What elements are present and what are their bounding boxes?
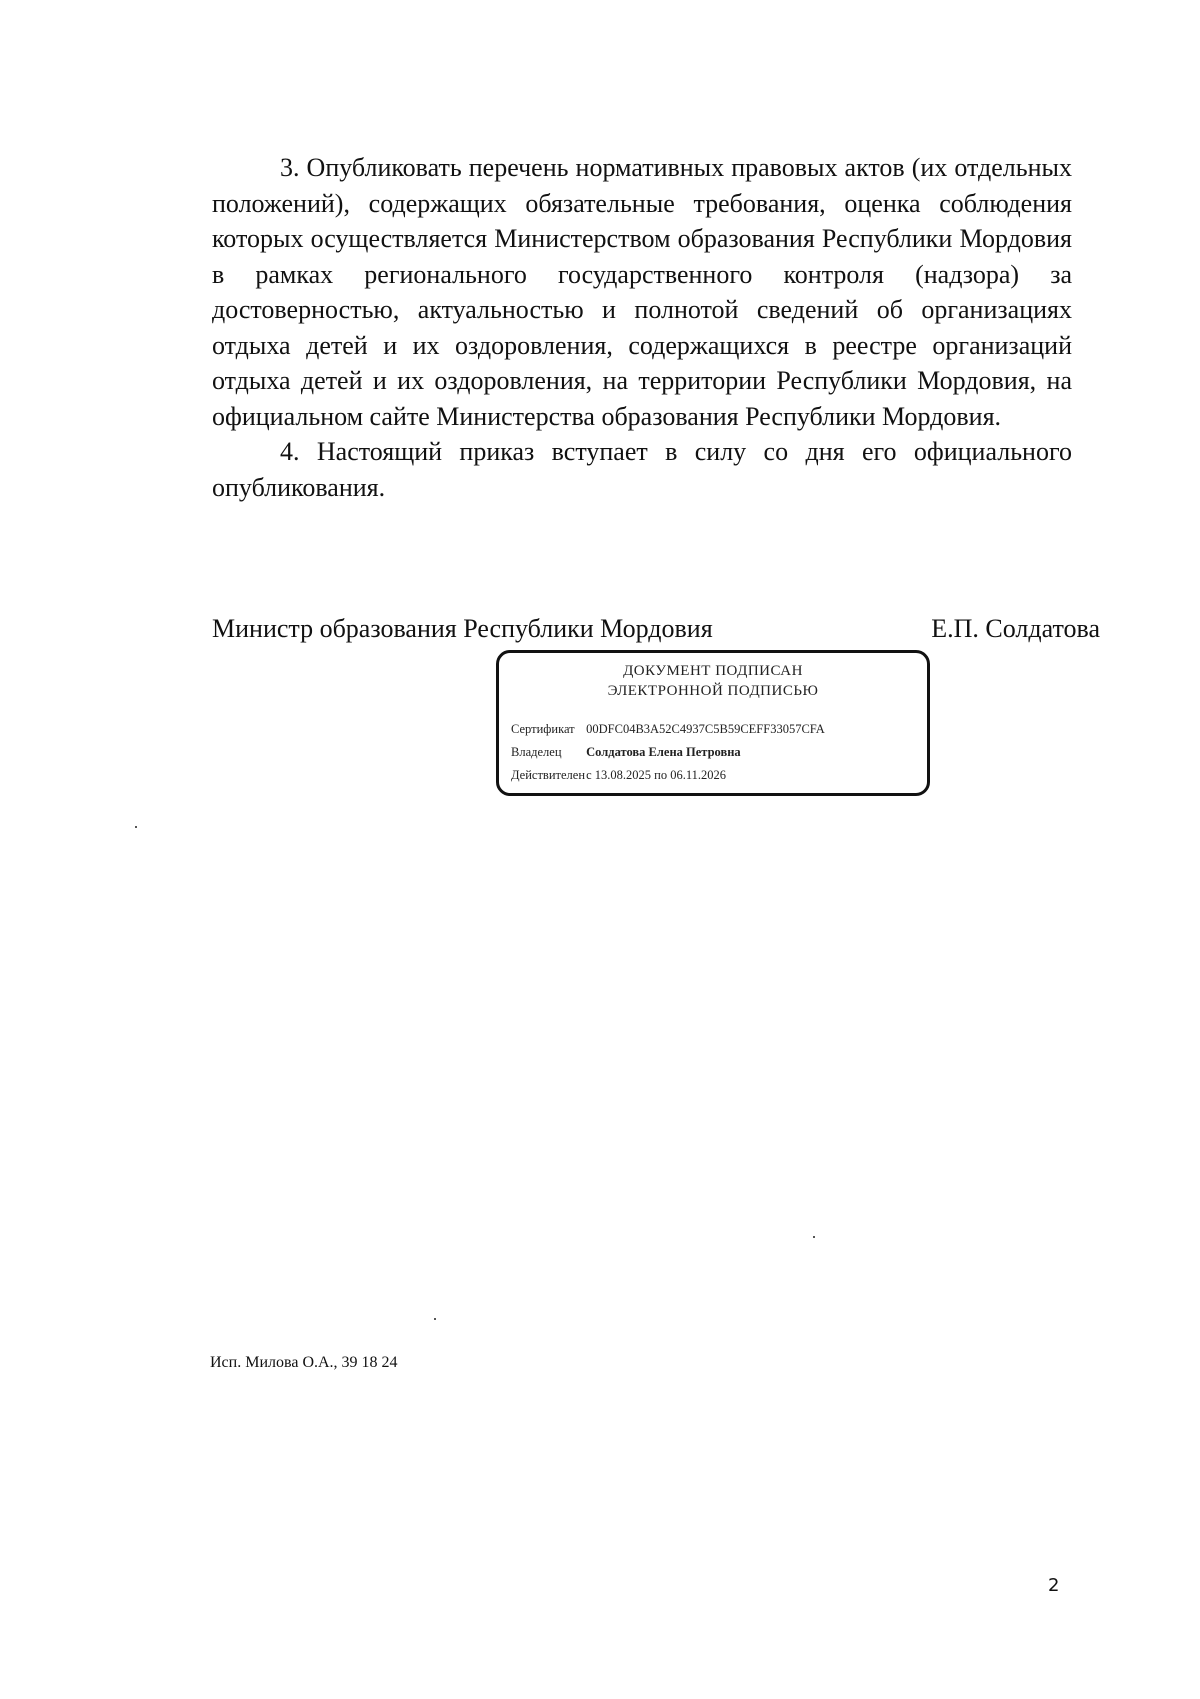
- paragraph-4: 4. Настоящий приказ вступает в силу со дня его официального опубликования.: [212, 437, 1072, 502]
- certificate-value: 00DFC04B3A52C4937C5B59CEFF33057CFA: [586, 722, 825, 736]
- stamp-validity-row: [511, 767, 726, 783]
- electronic-signature-stamp: [496, 650, 930, 796]
- scan-speck: [813, 1236, 815, 1238]
- validity-value: с 13.08.2025 по 06.11.2026: [586, 768, 727, 782]
- executor-note: Исп. Милова О.А., 39 18 24: [210, 1354, 398, 1371]
- paragraph-3: 3. Опубликовать перечень нормативных правовых актов (их отдельных положений), содержащих обязательные требования, оценка соблюдения которых осуществляется Министерством образования Республики Мордовия в рамках регионального государственного контроля (надзора) за достоверностью, актуальностью и полнотой сведений об организациях отдыха детей и их оздоровления, содержащихся в реестре организаций отдыха детей и их оздоровления, на территории Республики Мордовия, на официальном сайте Министерства образования Республики Мордовия.: [212, 153, 1072, 431]
- owner-label: Владелец: [511, 745, 562, 759]
- stamp-header: [499, 661, 927, 701]
- owner-value: Солдатова Елена Петровна: [586, 745, 741, 759]
- page-number: 2: [1048, 1575, 1060, 1596]
- certificate-label: Сертификат: [511, 722, 575, 736]
- document-body: [212, 150, 1072, 505]
- stamp-header-line-2: ЭЛЕКТРОННОЙ ПОДПИСЬЮ: [607, 683, 819, 699]
- validity-label: Действителен: [511, 768, 586, 782]
- scan-speck: [434, 1318, 436, 1320]
- stamp-owner-row: [511, 744, 741, 760]
- signer-position: Министр образования Республики Мордовия: [212, 614, 713, 643]
- signer-name: Е.П. Солдатова: [931, 614, 1100, 643]
- scan-speck: [135, 826, 137, 828]
- stamp-header-line-1: ДОКУМЕНТ ПОДПИСАН: [623, 663, 803, 679]
- stamp-certificate-row: [511, 721, 825, 737]
